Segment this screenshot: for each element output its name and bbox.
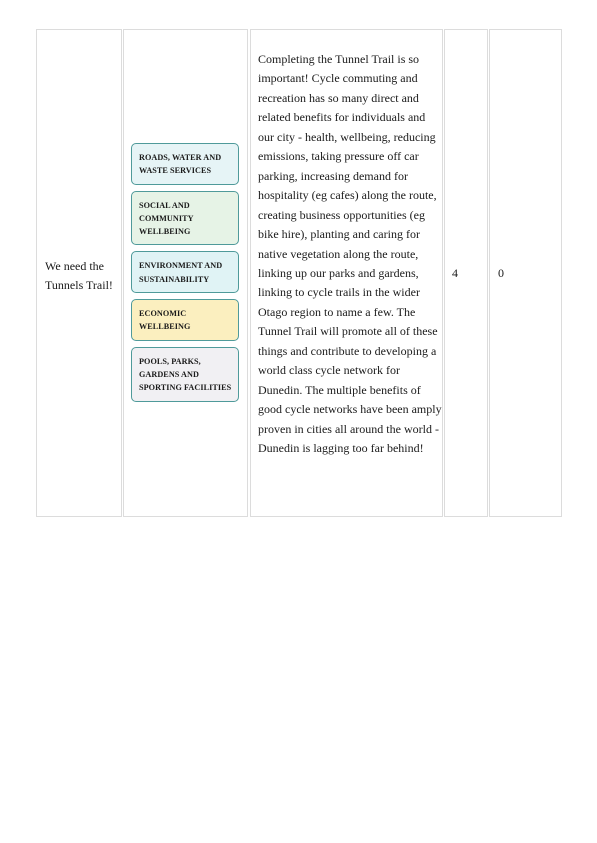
count-a-cell: [444, 29, 488, 517]
tag-economic: ECONOMIC WELLBEING: [131, 299, 239, 341]
tags-cell: [123, 29, 248, 517]
submission-title: We need the Tunnels Trail!: [45, 259, 113, 292]
count-b-cell: [489, 29, 562, 517]
title-cell: [36, 29, 122, 517]
tag-environment: ENVIRONMENT AND SUSTAINABILITY: [131, 251, 239, 293]
count-a: 4: [452, 266, 458, 280]
tag-social-community: SOCIAL AND COMMUNITY WELLBEING: [131, 191, 239, 246]
count-b: 0: [498, 266, 504, 280]
tag-roads-water-waste: ROADS, WATER AND WASTE SERVICES: [131, 143, 239, 185]
tag-pools-parks: POOLS, PARKS, GARDENS AND SPORTING FACILITIES: [131, 347, 239, 402]
comment-cell: [250, 29, 443, 517]
tag-list: [131, 143, 239, 408]
submission-comment: Completing the Tunnel Trail is so important! Cycle commuting and recreation has so many direct and related benefits for individuals and our city - health, wellbeing, reducing emissions, taking pressure off car parking, increasing demand for hospitality (eg cafes) along the route, creating business opportunities (eg bike hire), planting and caring for native vegetation along the route, linking up our parks and gardens, linking to cycle trails in the wider Otago region to name a few. The Tunnel Trail will promote all of these things and contribute to developing a world class cycle network for Dunedin. The multiple benefits of good cycle networks have been amply proven in cities all around the world - Dunedin is lagging too far behind!: [258, 52, 442, 456]
